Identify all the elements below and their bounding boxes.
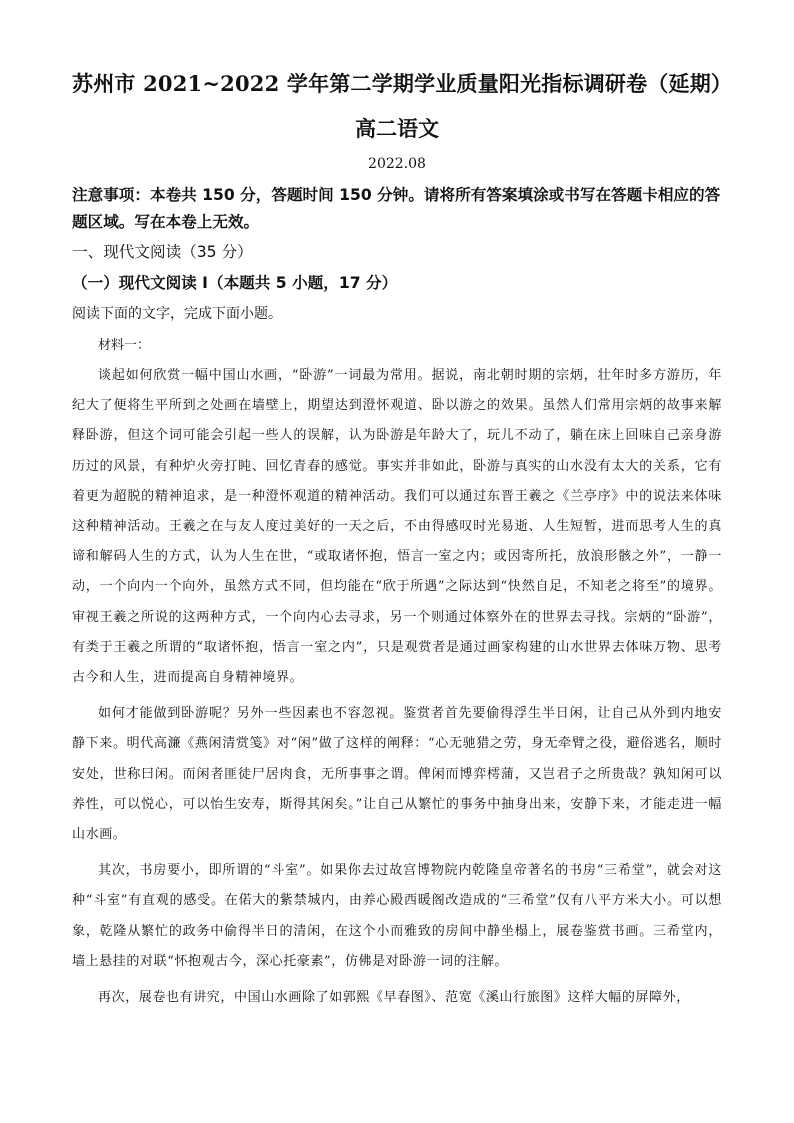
exam-date: 2022.08 bbox=[368, 156, 426, 172]
reading-instruction: 阅读下面的文字，完成下面小题。 bbox=[72, 306, 282, 322]
material-label: 材料一： bbox=[98, 338, 151, 353]
section-heading: 一、现代文阅读（35 分） bbox=[72, 243, 253, 261]
exam-subject: 高二语文 bbox=[355, 116, 439, 141]
subsection-heading: （一）现代文阅读 I（本题共 5 小题，17 分） bbox=[72, 274, 398, 292]
exam-title: 苏州市 2021~2022 学年第二学期学业质量阳光指标调研卷（延期） bbox=[72, 71, 733, 96]
passage-paragraph: 如何才能做到卧游呢？另外一些因素也不容忽视。鉴赏者首先要偷得浮生半日闲，让自己从外到内地安静下来。明代高濂《燕闲清赏笺》对“闲”做了这样的阐释：“心无驰猎之劳，身无牵臂之役，避俗逃名，顺时安处，世称曰闲。而闲者匪徒尸居肉食，无所事事之谓。俾闲而博弈樗蒲，又岂君子之所贵哉？孰知闲可以养性，可以悦心，可以怡生安寿，斯得其闲矣。”让自己从繁忙的事务中抽身出来，安静下来，才能走进一幅山水画。 bbox=[72, 706, 722, 843]
passage-paragraph: 谈起如何欣赏一幅中国山水画，“卧游”一词最为常用。据说，南北朝时期的宗炳，壮年时多方游历，年纪大了便将生平所到之处画在墙壁上，期望达到澄怀观道、卧以游之的效果。虽然人们常用宗炳的故事来解释卧游，但这个词可能会引起一些人的误解，认为卧游是年龄大了，玩儿不动了，躺在床上回味自己亲身游历过的风景，有种炉火旁打盹、回忆青春的感觉。事实并非如此，卧游与真实的山水没有太大的关系，它有着更为超脱的精神追求，是一种澄怀观道的精神活动。我们可以通过东晋王羲之《兰亭序》中的说法来体味这种精神活动。王羲之在与友人度过美好的一天之后，不由得感叹时光易逝、人生短暂，进而思考人生的真谛和解码人生的方式，认为人生在世，“或取诸怀抱，悟言一室之内；或因寄所托，放浪形骸之外”，一静一动，一个向内一个向外，虽然方式不同，但均能在“欣于所遇”之际达到“快然自足，不知老之将至”的境界。审视王羲之所说的这两种方式，一个向内心去寻求，另一个则通过体察外在的世界去寻找。宗炳的“卧游”，有类于王羲之所谓的“取诸怀抱，悟言一室之内”，只是观赏者是通过画家构建的山水世界去体味万物、思考古今和人生，进而提高自身精神境界。 bbox=[72, 368, 722, 686]
exam-notice: 注意事项：本卷共 150 分，答题时间 150 分钟。请将所有答案填涂或书写在答题卡相应的答题区域。写在本卷上无效。 bbox=[72, 186, 721, 231]
passage-paragraph: 再次，展卷也有讲究，中国山水画除了如郭熙《早春图》、范宽《溪山行旅图》这样大幅的屏障外， bbox=[98, 990, 690, 1006]
exam-page bbox=[72, 66, 733, 1013]
passage-paragraph: 其次，书房要小，即所谓的“斗室”。如果你去过故宫博物院内乾隆皇帝著名的书房“三希堂”，就会对这种“斗室”有直观的感受。在偌大的紫禁城内，由养心殿西暖阁改造成的“三希堂”仅有八平方米大小。可以想象，乾隆从繁忙的政务中偷得半日的清闲，在这个小而雅致的房间中静坐榻上，展卷鉴赏书画。三希堂内，墙上悬挂的对联“怀抱观古今，深心托豪素”，仿佛是对卧游一词的注解。 bbox=[72, 863, 722, 969]
